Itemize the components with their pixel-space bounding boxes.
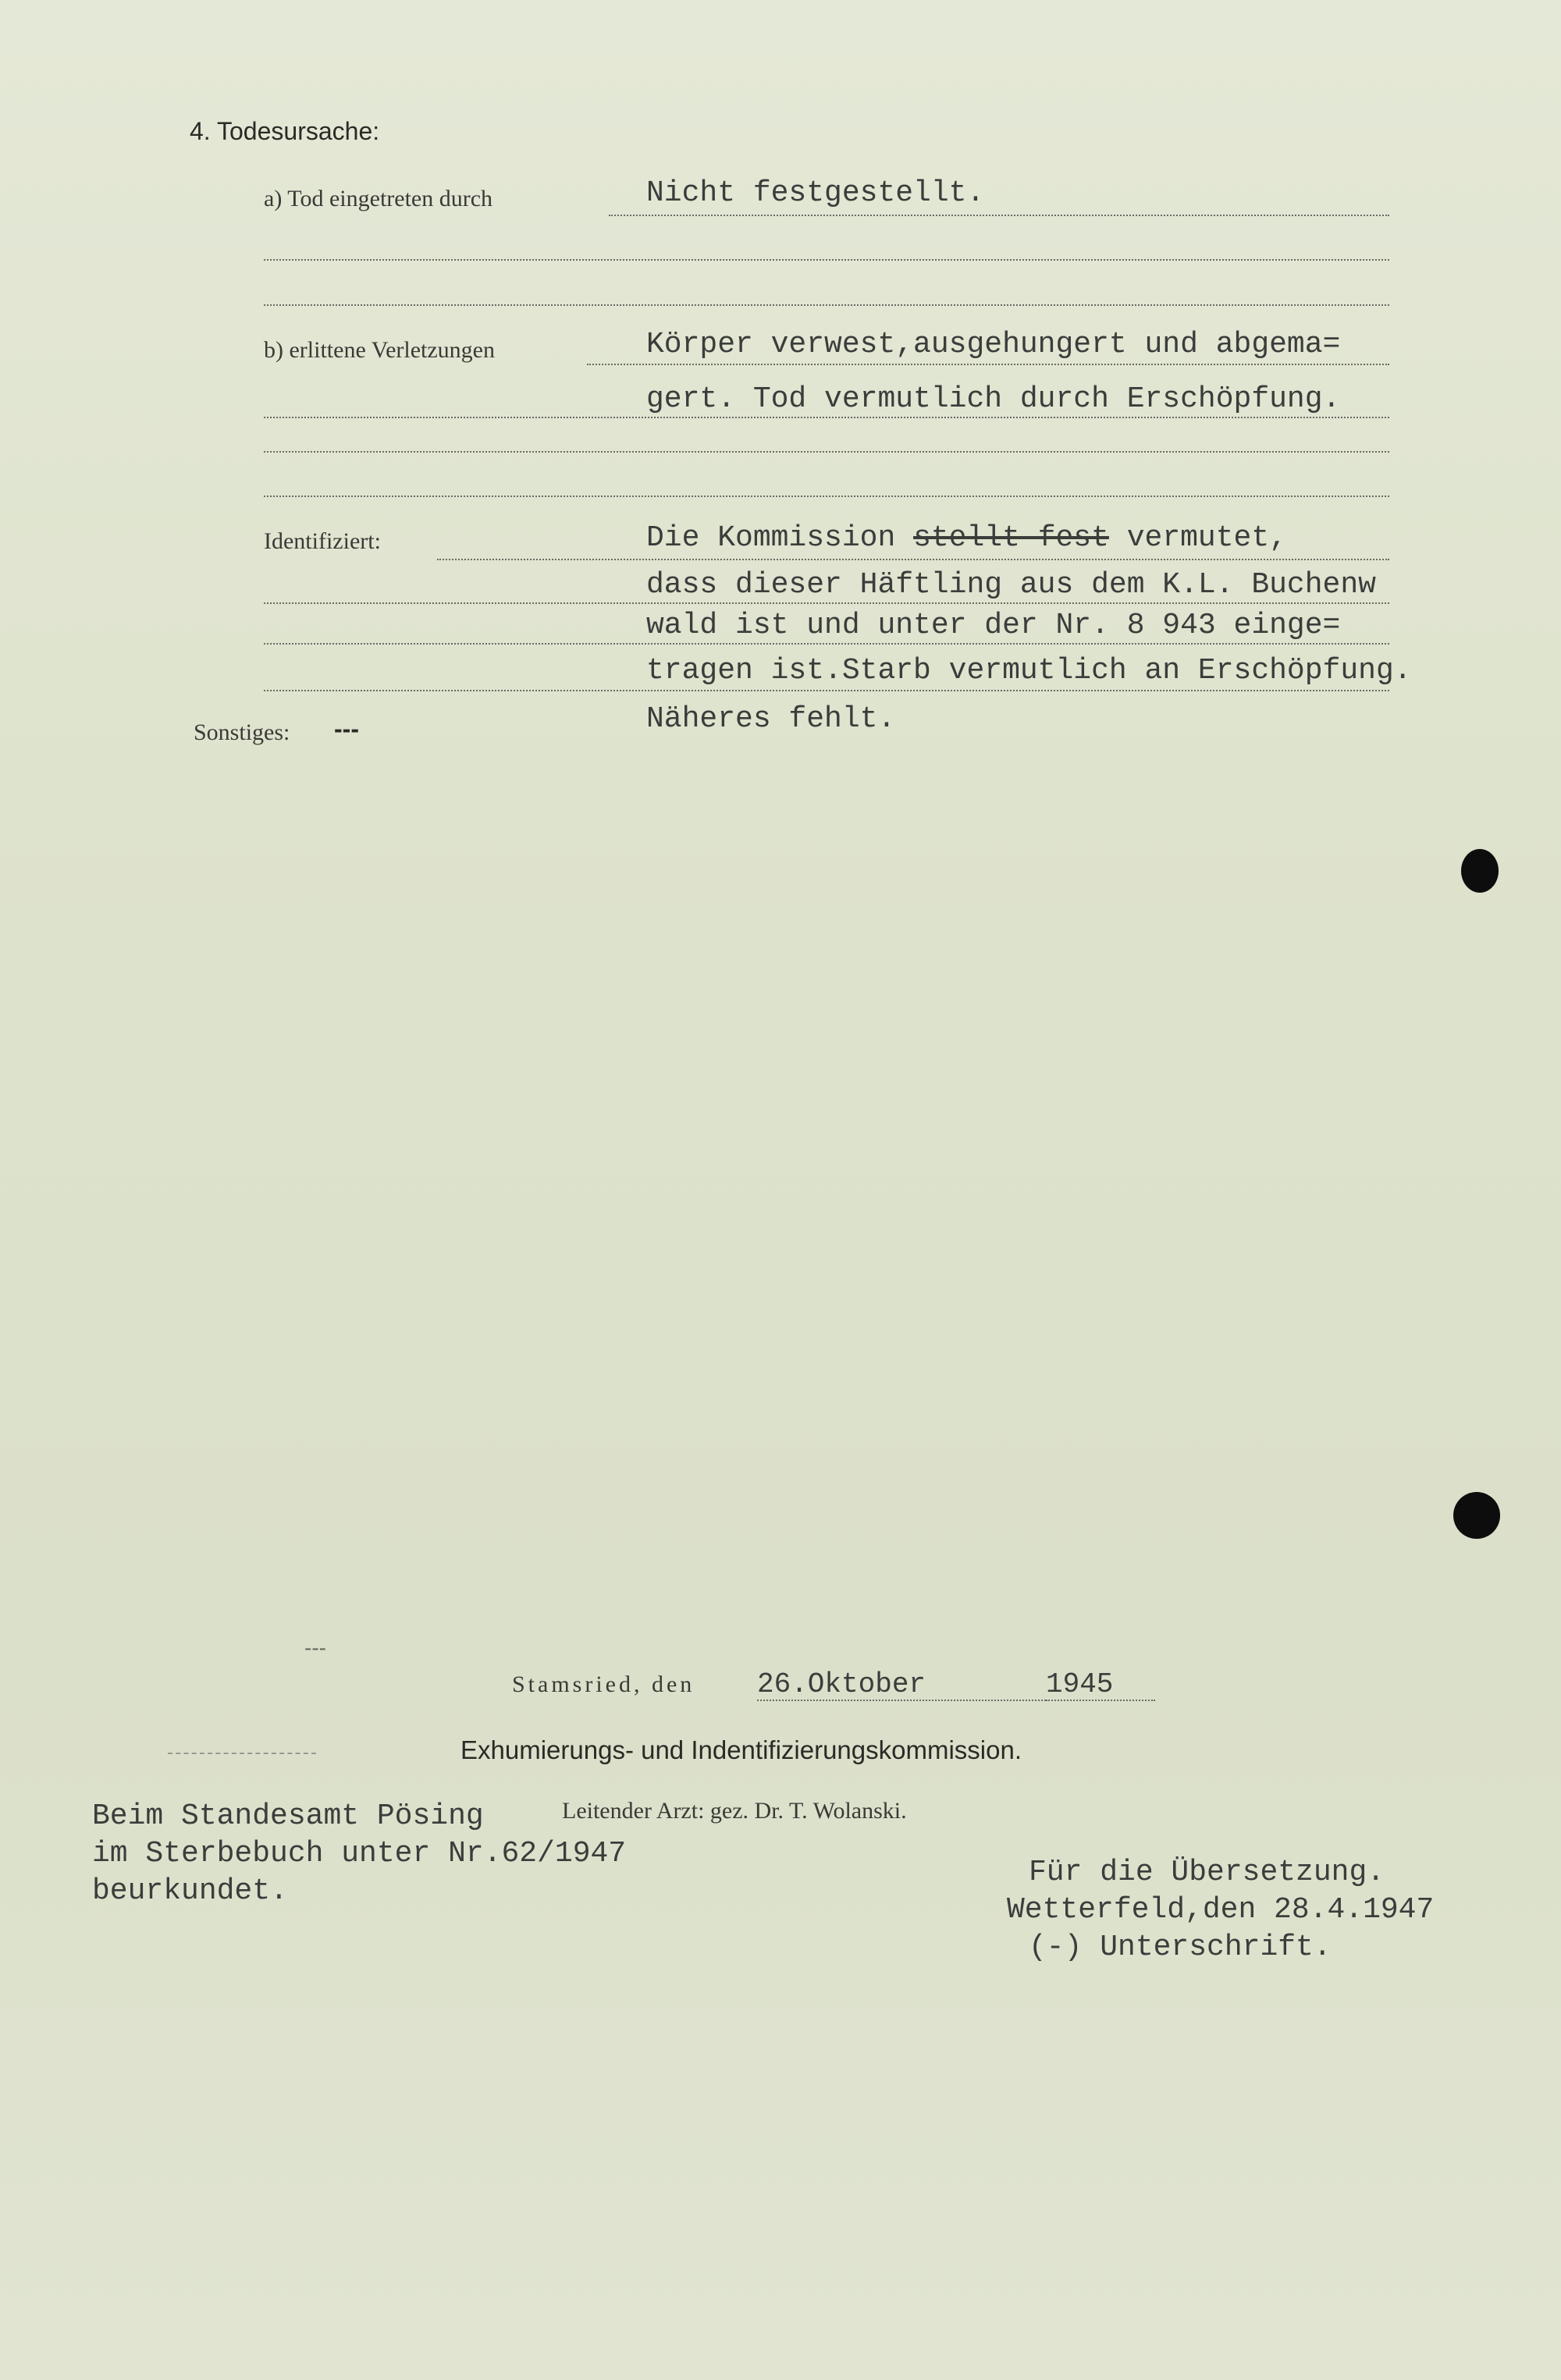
section-title: 4. Todesursache: bbox=[190, 117, 380, 145]
translation-line-1: Für die Übersetzung. bbox=[1029, 1856, 1385, 1889]
translation-line-2: Wetterfeld,den 28.4.1947 bbox=[1007, 1893, 1435, 1927]
dotted-line bbox=[264, 259, 1389, 261]
year-value: 1945 bbox=[1046, 1668, 1114, 1700]
injuries-label: b) erlittene Verletzungen bbox=[264, 337, 495, 363]
injuries-line-2: gert. Tod vermutlich durch Erschöpfung. bbox=[646, 382, 1341, 416]
dotted-line bbox=[757, 1700, 1046, 1701]
identified-line-4: tragen ist.Starb vermutlich an Erschöpfung. bbox=[646, 654, 1412, 687]
dotted-line bbox=[264, 304, 1389, 306]
other-value: --- bbox=[334, 715, 359, 743]
punch-hole bbox=[1453, 1492, 1500, 1539]
dotted-line bbox=[264, 417, 1389, 418]
dash-mark: --- bbox=[304, 1636, 326, 1660]
identified-line-1: Die Kommission stellt-fest vermutet, bbox=[646, 521, 1287, 555]
registry-line-3: beurkundet. bbox=[92, 1874, 288, 1908]
other-label: Sonstiges: bbox=[194, 719, 290, 745]
registry-line-2: im Sterbebuch unter Nr.62/1947 bbox=[92, 1837, 627, 1870]
identified-label: Identifiziert: bbox=[264, 528, 381, 554]
dotted-line bbox=[264, 451, 1389, 453]
cause-label: a) Tod eingetreten durch bbox=[264, 186, 493, 211]
translation-line-3: (-) Unterschrift. bbox=[1029, 1931, 1332, 1964]
dotted-line bbox=[264, 690, 1389, 691]
punch-hole bbox=[1461, 849, 1499, 893]
struck-text: stellt-fest bbox=[913, 521, 1109, 555]
commission-title: Exhumierungs- und Indentifizierungskommission. bbox=[460, 1735, 1022, 1764]
injuries-line-1: Körper verwest,ausgehungert und abgema= bbox=[646, 328, 1341, 361]
identified-line-3: wald ist und unter der Nr. 8 943 einge= bbox=[646, 609, 1341, 642]
dotted-line bbox=[437, 559, 1389, 560]
place-label: Stamsried, den bbox=[512, 1671, 695, 1697]
identified-line-5: Näheres fehlt. bbox=[646, 702, 896, 736]
dotted-line bbox=[264, 602, 1389, 604]
registry-line-1: Beim Standesamt Pösing bbox=[92, 1799, 484, 1833]
dotted-line bbox=[264, 496, 1389, 497]
date-value: 26.Oktober bbox=[757, 1668, 926, 1700]
identified-line-2: dass dieser Häftling aus dem K.L. Buchenw bbox=[646, 568, 1376, 602]
cause-value: Nicht festgestellt. bbox=[646, 176, 985, 210]
dashed-line bbox=[168, 1753, 316, 1754]
dotted-line bbox=[587, 364, 1389, 365]
dotted-line bbox=[264, 643, 1389, 645]
dotted-line bbox=[609, 215, 1389, 216]
dotted-line bbox=[1046, 1700, 1155, 1701]
doctor-signature: Leitender Arzt: gez. Dr. T. Wolanski. bbox=[562, 1798, 907, 1824]
